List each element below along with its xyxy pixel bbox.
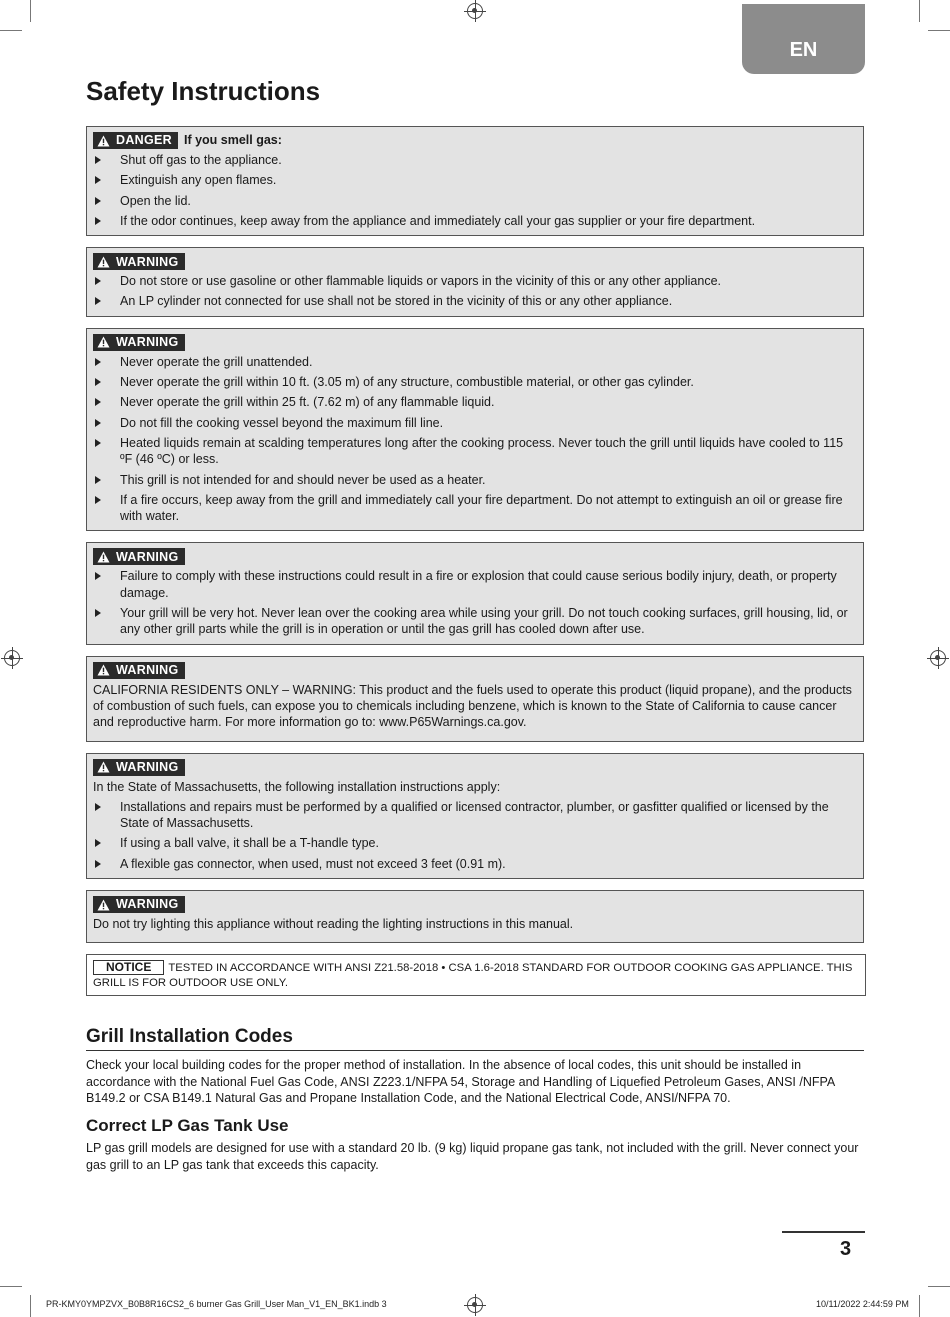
- list-item: If a fire occurs, keep away from the grill and immediately call your fire department. Do not attempt to extinguish an oil or grease fire with water.: [93, 492, 855, 525]
- list-item: Open the lid.: [93, 193, 855, 209]
- notice-badge: NOTICE: [93, 960, 164, 975]
- crop-mark: [30, 0, 31, 22]
- registration-mark-icon: [930, 650, 946, 666]
- warning-triangle-icon: [97, 664, 110, 676]
- danger-box: [86, 126, 864, 236]
- warning-badge: [93, 896, 185, 913]
- registration-mark-icon: [4, 650, 20, 666]
- list-item: Extinguish any open flames.: [93, 172, 855, 188]
- warning-badge: [93, 253, 185, 270]
- list-item: Your grill will be very hot. Never lean over the cooking area while using your grill. Do not touch cooking surfaces, grill housing, lid, or any other grill parts while the grill is in operation or until the gas grill has cooled down after use.: [93, 605, 855, 638]
- crop-mark: [919, 0, 920, 22]
- grill-installation-codes-text: Check your local building codes for the proper method of installation. In the absence of local codes, this unit should be installed in accordance with the National Fuel Gas Code, ANSI Z223.1/NFPA 54, Storage and Handling of Liquefied Petroleum Gases, ANSI /NFPA B149.2 or CSA B149.1 Natural Gas and Propane Installation Code, and the National Electrical Code, ANSI/NFPA 70.: [86, 1058, 835, 1105]
- notice-box: [86, 954, 866, 996]
- warning-box: [86, 890, 864, 943]
- warning-badge: [93, 759, 185, 776]
- list-item: Never operate the grill unattended.: [93, 354, 855, 370]
- warning-triangle-icon: [97, 761, 110, 773]
- grill-installation-codes-heading: Grill Installation Codes: [86, 1026, 864, 1051]
- list-item: If using a ball valve, it shall be a T-handle type.: [93, 835, 855, 851]
- crop-mark: [919, 1295, 920, 1317]
- registration-mark-icon: [467, 3, 483, 19]
- warning-triangle-icon: [97, 336, 110, 348]
- warning-badge-label: WARNING: [116, 662, 179, 677]
- crop-mark: [30, 1295, 31, 1317]
- warning-box: [86, 753, 864, 879]
- danger-badge: [93, 132, 178, 149]
- language-tab: EN: [742, 4, 865, 74]
- list-item: Do not fill the cooking vessel beyond the maximum fill line.: [93, 415, 855, 431]
- warning-badge-label: WARNING: [116, 254, 179, 269]
- list-item: Never operate the grill within 10 ft. (3.05 m) of any structure, combustible material, or other gas cylinder.: [93, 374, 855, 390]
- massachusetts-intro: In the State of Massachusetts, the following installation instructions apply:: [93, 779, 501, 794]
- list-item: Do not store or use gasoline or other flammable liquids or vapors in the vicinity of this or any other appliance.: [93, 273, 855, 289]
- footer-file-name: PR-KMY0YMPZVX_B0B8R16CS2_6 burner Gas Grill_User Man_V1_EN_BK1.indb 3: [46, 1299, 387, 1309]
- warning-triangle-icon: [97, 135, 110, 147]
- warning-box: [86, 656, 864, 742]
- danger-badge-label: DANGER: [116, 133, 172, 148]
- warning-badge-label: WARNING: [116, 897, 179, 912]
- list-item: Failure to comply with these instructions could result in a fire or explosion that could cause serious bodily injury, death, or property damage.: [93, 568, 855, 601]
- warning-badge-label: WARNING: [116, 335, 179, 350]
- warning-badge-label: WARNING: [116, 759, 179, 774]
- warning-box: [86, 247, 864, 317]
- notice-text: TESTED IN ACCORDANCE WITH ANSI Z21.58-2018 • CSA 1.6-2018 STANDARD FOR OUTDOOR COOKING GAS APPLIANCE. THIS GRILL IS FOR OUTDOOR USE ONLY.: [93, 962, 853, 990]
- warning-triangle-icon: [97, 256, 110, 268]
- lighting-warning-text: Do not try lighting this appliance without reading the lighting instructions in this manual.: [93, 917, 574, 932]
- list-item: If the odor continues, keep away from the appliance and immediately call your gas supplier or your fire department.: [93, 213, 855, 229]
- list-item: An LP cylinder not connected for use shall not be stored in the vicinity of this or any other appliance.: [93, 293, 855, 309]
- crop-mark: [928, 30, 950, 31]
- lp-gas-tank-heading: Correct LP Gas Tank Use: [86, 1116, 289, 1136]
- page-title: Safety Instructions: [86, 76, 321, 106]
- list-item: Shut off gas to the appliance.: [93, 152, 855, 168]
- warning-badge: [93, 662, 185, 679]
- warning-badge: [93, 548, 185, 565]
- warning-triangle-icon: [97, 551, 110, 563]
- crop-mark: [928, 1286, 950, 1287]
- warning-box: [86, 328, 864, 532]
- page-number-rule: [782, 1231, 865, 1233]
- lp-gas-tank-text: LP gas grill models are designed for use with a standard 20 lb. (9 kg) liquid propane gas tank, not included with the grill. Never connect your gas grill to an LP gas tank that exceeds this capacity.: [86, 1141, 859, 1172]
- list-item: A flexible gas connector, when used, must not exceed 3 feet (0.91 m).: [93, 856, 855, 872]
- warning-badge-label: WARNING: [116, 549, 179, 564]
- list-item: This grill is not intended for and should never be used as a heater.: [93, 472, 855, 488]
- list-item: Installations and repairs must be performed by a qualified or licensed contractor, plumber, or gasfitter qualified or licensed by the State of Massachusetts.: [93, 799, 855, 832]
- footer-date: 10/11/2022 2:44:59 PM: [816, 1299, 909, 1309]
- warning-triangle-icon: [97, 899, 110, 911]
- danger-headline: If you smell gas:: [183, 133, 282, 148]
- page-number: 3: [840, 1238, 852, 1260]
- crop-mark: [0, 1286, 22, 1287]
- registration-mark-icon: [467, 1297, 483, 1313]
- crop-mark: [0, 30, 22, 31]
- california-warning-text: CALIFORNIA RESIDENTS ONLY – WARNING: This product and the fuels used to operate this product (liquid propane), and the products of combustion of such fuels, can expose you to chemicals including benzene, which is known to the State of California to cause cancer and reproductive harm. For more information go to: www.P65Warnings.ca.gov.: [93, 682, 852, 730]
- list-item: Never operate the grill within 25 ft. (7.62 m) of any flammable liquid.: [93, 394, 855, 410]
- list-item: Heated liquids remain at scalding temperatures long after the cooking process. Never touch the grill until liquids have cooled to 115 ºF (46 ºC) or less.: [93, 435, 855, 468]
- warning-box: [86, 542, 864, 644]
- warning-badge: [93, 334, 185, 351]
- main-content: [86, 126, 864, 1173]
